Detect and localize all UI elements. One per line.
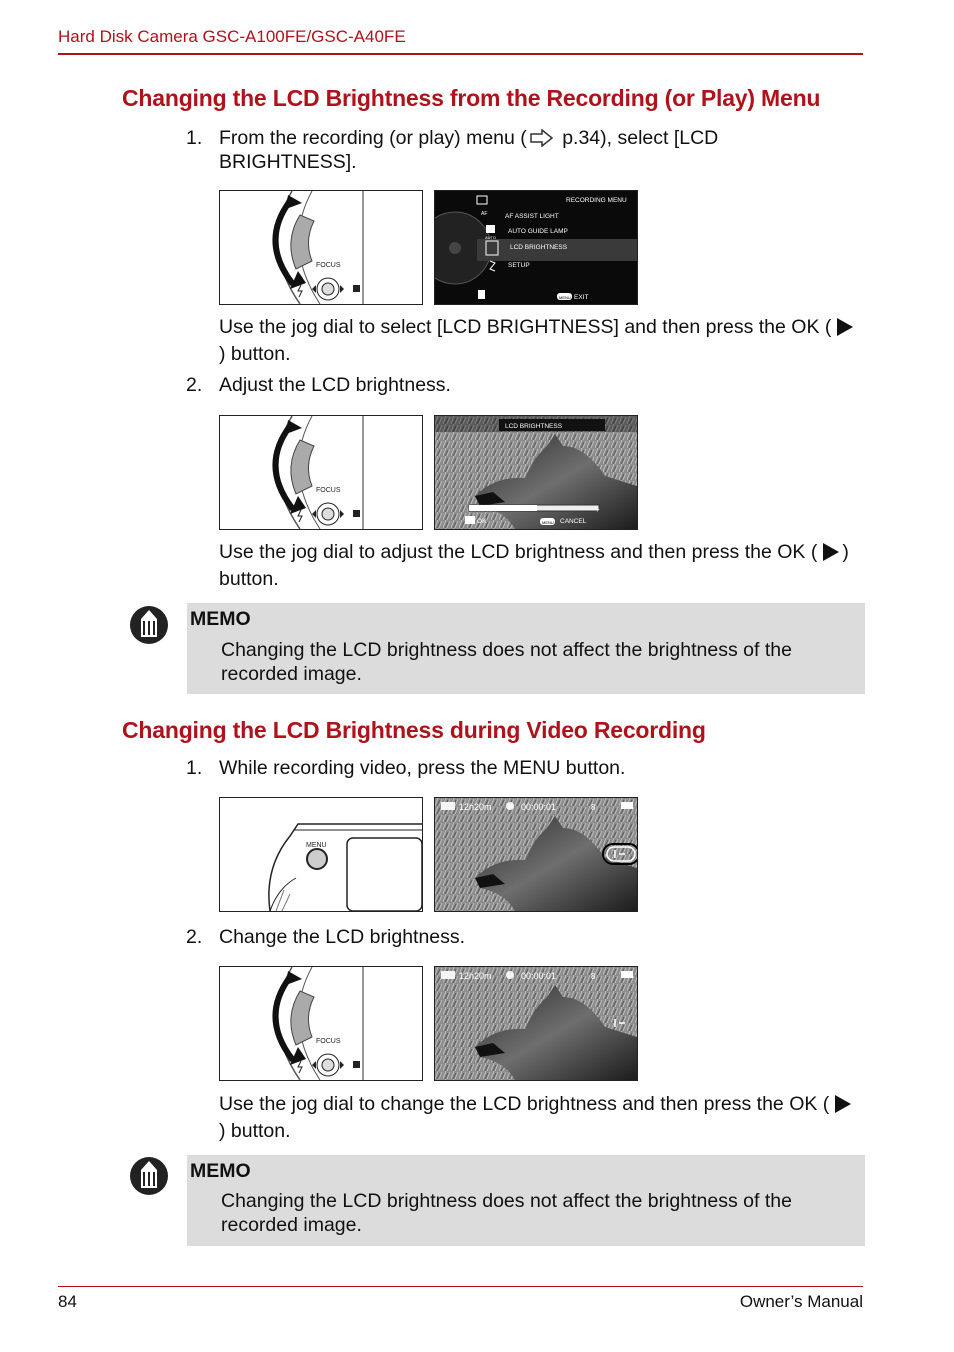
page-number: 84: [58, 1292, 77, 1311]
menu-item-auto-guide-lamp: AUTO GUIDE LAMP: [508, 228, 568, 235]
memo-text: Changing the LCD brightness does not affect the brightness of the recorded image.: [221, 639, 792, 685]
auto-label: AUTO: [485, 235, 497, 240]
menu-button-illustration: [219, 797, 423, 912]
remaining-time: 12h20m: [459, 971, 492, 981]
dial-focus-label: FOCUS: [316, 262, 341, 269]
memo-pencil-icon: [129, 605, 169, 645]
ok-play-icon: [837, 318, 853, 336]
ok-label: OK: [477, 518, 487, 525]
page-reference-arrow-icon: [530, 129, 554, 147]
section-heading-video-recording: Changing the LCD Brightness during Video Recording: [122, 717, 706, 743]
elapsed-time: 00:00:01: [521, 802, 557, 812]
memo-title: MEMO: [190, 1160, 251, 1182]
jog-dial-illustration: [219, 966, 423, 1081]
menu-title: RECORDING MENU: [566, 197, 627, 204]
menu-button-icon: MENU: [559, 295, 571, 300]
ok-play-icon: [835, 1095, 851, 1113]
plus-icon: +: [595, 505, 600, 514]
jog-dial-illustration: [219, 190, 423, 305]
video-recording-screen: [434, 966, 638, 1081]
dial-focus-label: FOCUS: [316, 1038, 341, 1045]
step-number: 2.: [186, 926, 203, 948]
header-rule: [58, 53, 863, 55]
instruction-paragraph: Use the jog dial to adjust the LCD brightness and then press the OK ( ) button.: [219, 541, 849, 590]
exit-label: EXIT: [574, 294, 589, 301]
cancel-label: CANCEL: [560, 518, 587, 525]
remaining-time: 12h20m: [459, 802, 492, 812]
step-number: 1.: [186, 127, 203, 149]
ok-play-icon: [823, 543, 839, 561]
dial-focus-label: FOCUS: [316, 487, 341, 494]
instruction-paragraph: Use the jog dial to change the LCD brightness and then press the OK () button.: [219, 1091, 859, 1145]
step-text: While recording video, press the MENU button.: [219, 757, 626, 779]
step-number: 2.: [186, 374, 203, 396]
step-text: Change the LCD brightness.: [219, 926, 466, 948]
menu-item-setup: SETUP: [508, 262, 530, 269]
elapsed-time: 00:00:01: [521, 971, 557, 981]
shot-count: 8: [591, 803, 596, 812]
footer-manual-title: Owner’s Manual: [739, 1292, 863, 1311]
memo-pencil-icon: [129, 1156, 169, 1196]
video-recording-screen: [434, 797, 638, 912]
jog-dial-illustration: [219, 415, 423, 530]
memo-title: MEMO: [190, 608, 251, 630]
step-text: From the recording (or play) menu ( p.34), select [LCD BRIGHTNESS].: [219, 127, 719, 173]
brightness-title: LCD BRIGHTNESS: [505, 423, 563, 430]
memo-text: Changing the LCD brightness does not affect the brightness of the recorded image.: [221, 1190, 792, 1236]
step-number: 1.: [186, 757, 203, 779]
menu-label: MENU: [306, 842, 327, 849]
menu-button-icon: MENU: [542, 520, 554, 525]
menu-item-lcd-brightness: LCD BRIGHTNESS: [510, 244, 568, 251]
footer-rule: [58, 1286, 863, 1287]
menu-item-af-assist-light: AF ASSIST LIGHT: [505, 213, 559, 220]
af-icon: AF: [481, 211, 488, 217]
shot-count: 8: [591, 972, 596, 981]
step-text: Adjust the LCD brightness.: [219, 374, 451, 396]
running-header: Hard Disk Camera GSC-A100FE/GSC-A40FE: [58, 27, 406, 46]
instruction-paragraph: Use the jog dial to select [LCD BRIGHTNESS] and then press the OK () button.: [219, 314, 859, 368]
minus-icon: −: [471, 506, 476, 513]
lcd-brightness-screen: [434, 415, 638, 530]
section-heading-menu: Changing the LCD Brightness from the Recording (or Play) Menu: [122, 85, 821, 111]
recording-menu-screen: [434, 190, 638, 305]
